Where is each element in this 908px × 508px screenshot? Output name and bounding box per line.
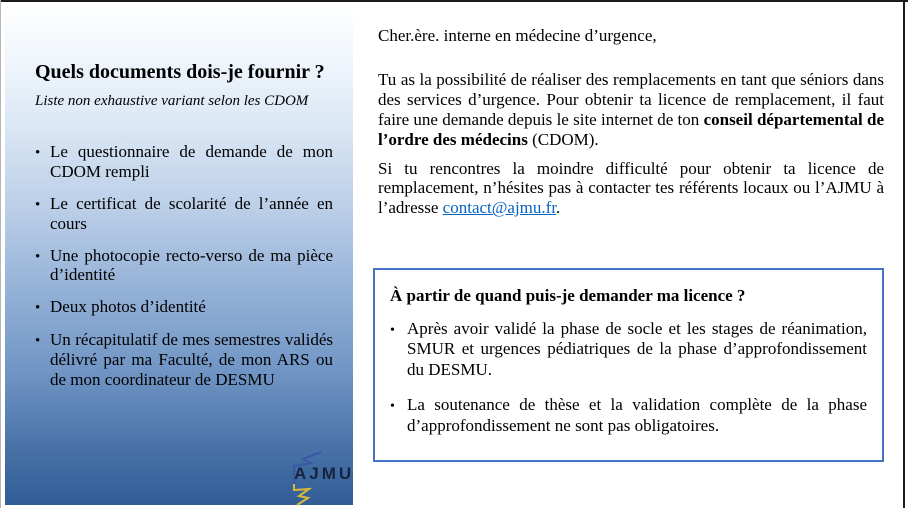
ajmu-logo-text: AJMU bbox=[294, 464, 355, 483]
main-text-column bbox=[378, 26, 884, 218]
salutation: Cher.ère. interne en médecine d’urgence, bbox=[378, 26, 657, 45]
list-item bbox=[35, 142, 333, 182]
info-box-item-text: La soutenance de thèse et la validation complète de la phase d’approfondissement ne sont pas obligatoires. bbox=[407, 395, 867, 435]
documents-list bbox=[35, 142, 333, 389]
slide-border-right bbox=[903, 0, 905, 508]
paragraph-licence bbox=[378, 70, 884, 150]
paragraph-text: Si tu rencontres la moindre difficulté pour obtenir ta licence de remplacement, n’hésites pas à contacter tes référents locaux ou l’AJMU à l’adresse bbox=[378, 158, 884, 218]
slide-border-left bbox=[0, 0, 1, 508]
info-box-item bbox=[390, 395, 867, 436]
list-item-text: Une photocopie recto-verso de ma pièce d’identité bbox=[50, 245, 333, 285]
panel-subtitle: Liste non exhaustive variant selon les CDOM bbox=[35, 93, 309, 109]
list-item bbox=[35, 246, 333, 286]
list-item-text: Le questionnaire de demande de mon CDOM rempli bbox=[50, 142, 333, 181]
list-item-text: Le certificat de scolarité de l’année en cours bbox=[50, 193, 333, 233]
licence-info-box bbox=[373, 268, 884, 462]
paragraph-text: Tu as la possibilité de réaliser des remplacements en tant que séniors dans des services d’urgence. Pour obtenir ta licence de remplacement, il faut faire une demande depuis le site internet de ton bbox=[378, 70, 884, 129]
list-item bbox=[35, 330, 333, 390]
info-box-title: À partir de quand puis-je demander ma licence ? bbox=[390, 286, 746, 305]
paragraph-contact bbox=[378, 159, 884, 219]
info-box-item-text: Après avoir validé la phase de socle et les stages de réanimation, SMUR et urgences pédiatriques de la phase d’approfondissement du DESMU. bbox=[407, 319, 867, 379]
bullet-icon bbox=[35, 246, 50, 286]
bullet-icon bbox=[390, 319, 407, 380]
bullet-icon bbox=[390, 395, 407, 436]
info-box-item bbox=[390, 319, 867, 380]
bullet-icon bbox=[35, 297, 50, 318]
paragraph-text: . bbox=[556, 198, 561, 218]
bullet-icon bbox=[35, 194, 50, 234]
list-item-text: Un récapitulatif de mes semestres validés délivré par ma Faculté, de mon ARS ou de mon coordinateur de DESMU bbox=[50, 329, 333, 389]
ajmu-logo bbox=[285, 450, 353, 506]
list-item bbox=[35, 194, 333, 234]
contact-email-link[interactable]: contact@ajmu.fr bbox=[442, 198, 557, 218]
bullet-icon bbox=[35, 330, 50, 390]
list-item bbox=[35, 297, 333, 318]
panel-title: Quels documents dois-je fournir ? bbox=[35, 61, 325, 83]
bullet-icon bbox=[35, 142, 50, 182]
documents-panel bbox=[5, 2, 353, 505]
paragraph-text: (CDOM). bbox=[527, 129, 599, 149]
cdom-bold-text: conseil départemental de l’ordre des médecins bbox=[378, 109, 884, 149]
list-item-text: Deux photos d’identité bbox=[50, 297, 206, 317]
